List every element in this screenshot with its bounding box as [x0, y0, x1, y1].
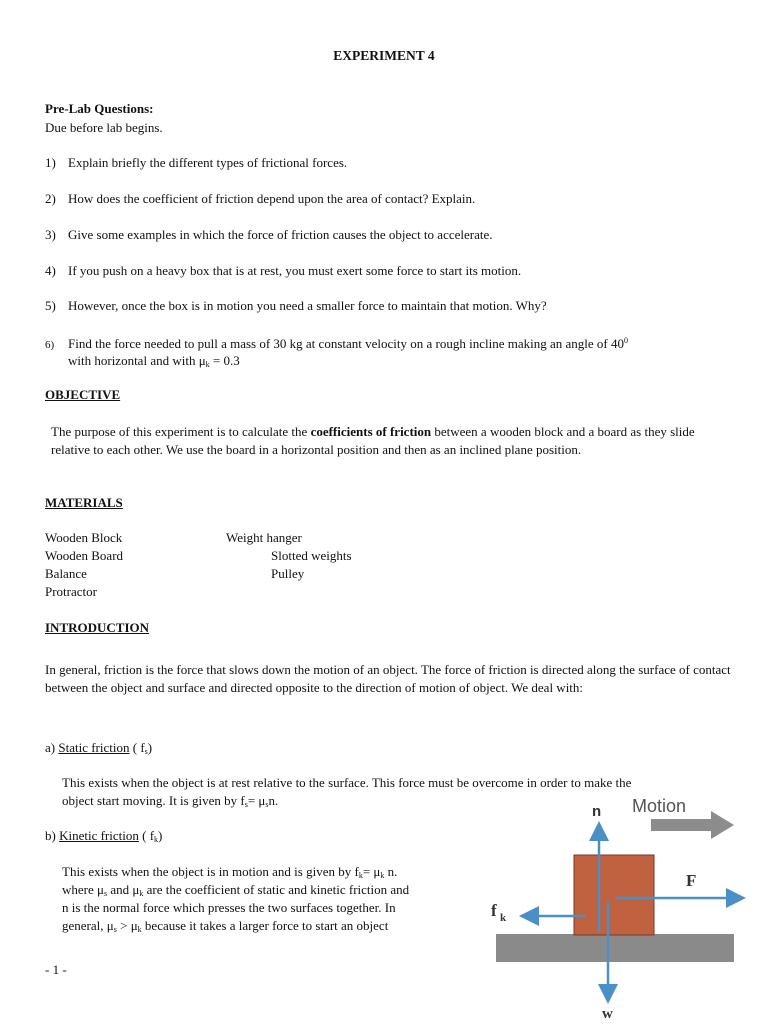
- symbol: ( f: [138, 828, 155, 843]
- material-item: Weight hanger: [226, 530, 302, 545]
- subscript: k: [139, 889, 144, 898]
- question-text: Explain briefly the different types of frictional forces.: [68, 155, 348, 170]
- subscript: s: [265, 800, 269, 809]
- desc-text: where μ: [62, 882, 104, 897]
- subscript: k: [137, 925, 142, 934]
- objective-text: The purpose of this experiment is to calculate the: [51, 424, 311, 439]
- question-item: [45, 298, 547, 314]
- desc-text: because it takes a larger force to start an object: [141, 918, 389, 933]
- symbol: ( f: [129, 740, 145, 755]
- question-item: [45, 191, 475, 207]
- subscript: s: [244, 800, 248, 809]
- desc-text: = μ: [362, 864, 381, 879]
- desc-text: > μ: [116, 918, 138, 933]
- subscript: s: [144, 747, 148, 756]
- kinetic-friction-desc: [62, 918, 388, 934]
- question-number: 6): [45, 339, 55, 351]
- question-superscript: 0: [623, 336, 628, 345]
- question-number: 4): [45, 263, 56, 278]
- applied-force-label: F: [686, 871, 697, 890]
- question-number: 2): [45, 191, 56, 206]
- question-item: [45, 155, 347, 171]
- subscript: s: [113, 925, 117, 934]
- question-text: However, once the box is in motion you need a smaller force to maintain that motion. Why?: [68, 298, 547, 313]
- question-number: 1): [45, 155, 56, 170]
- desc-text: = μ: [247, 793, 266, 808]
- static-friction-heading: [45, 740, 152, 756]
- material-item: Wooden Block: [45, 530, 123, 545]
- prelab-heading: Pre-Lab Questions:: [45, 101, 154, 116]
- material-item: Protractor: [45, 584, 97, 599]
- material-item: Balance: [45, 566, 87, 581]
- subscript: k: [380, 871, 385, 880]
- subscript: k: [154, 835, 159, 844]
- introduction-paragraph: In general, friction is the force that slows down the motion of an object. The force of friction is directed along the surface of contact between the object and surface and directed opposite to the direction of motion of object. We deal with:: [45, 662, 731, 695]
- question-item: [45, 336, 628, 352]
- motion-arrow-head: [711, 811, 734, 839]
- question-continuation: [68, 353, 240, 369]
- subscript: s: [103, 889, 108, 898]
- list-marker: b): [45, 828, 60, 843]
- kinetic-friction-desc: n is the normal force which presses the two surfaces together. In: [62, 900, 396, 915]
- static-friction-desc: [62, 793, 278, 809]
- question-item: [45, 263, 521, 279]
- question-text: If you push on a heavy box that is at rest, you must exert some force to start its motion.: [68, 263, 522, 278]
- question-text: How does the coefficient of friction depend upon the area of contact? Explain.: [68, 191, 476, 206]
- ground-surface: [496, 934, 734, 962]
- kinetic-friction-label: Kinetic friction: [59, 828, 139, 843]
- question-text: Give some examples in which the force of friction causes the object to accelerate.: [68, 227, 493, 242]
- question-number: 3): [45, 227, 56, 242]
- question-text: with horizontal and with μ: [68, 353, 206, 368]
- question-text: = 0.3: [209, 353, 240, 368]
- static-friction-desc: This exists when the object is at rest relative to the surface. This force must be overcome in order to make the: [62, 775, 632, 790]
- desc-text: n.: [384, 864, 398, 879]
- question-item: [45, 227, 493, 243]
- block: [574, 855, 654, 935]
- subscript: k: [358, 871, 363, 880]
- weight-label: w: [602, 1006, 613, 1022]
- kinetic-friction-desc: [62, 864, 397, 880]
- page-number: - 1 -: [45, 962, 67, 977]
- objective-text: between a wooden block and a board as they slide relative to each other. We use the board in a horizontal position and then as an inclined plane position.: [51, 424, 695, 457]
- section-heading-materials: MATERIALS: [45, 495, 123, 510]
- subscript: k: [205, 360, 210, 369]
- material-item: Slotted weights: [271, 548, 352, 563]
- page-title: EXPERIMENT 4: [333, 48, 435, 63]
- material-item: Pulley: [271, 566, 305, 581]
- friction-force-subscript: k: [500, 912, 507, 924]
- desc-text: object start moving. It is given by f: [62, 793, 245, 808]
- motion-arrow-shaft: [651, 819, 711, 831]
- objective-paragraph: [51, 423, 731, 458]
- desc-text: and μ: [107, 882, 140, 897]
- desc-text: n.: [268, 793, 279, 808]
- section-heading-objective: OBJECTIVE: [45, 387, 121, 402]
- section-heading-introduction: INTRODUCTION: [45, 620, 150, 635]
- list-marker: a): [45, 740, 59, 755]
- material-item: Wooden Board: [45, 548, 124, 563]
- objective-bold-text: coefficients of friction: [310, 424, 432, 439]
- question-text: Find the force needed to pull a mass of 30 kg at constant velocity on a rough incline making an angle of 40: [68, 336, 624, 351]
- static-friction-label: Static friction: [58, 740, 130, 755]
- symbol: ): [158, 828, 163, 843]
- kinetic-friction-desc: [62, 882, 409, 898]
- kinetic-friction-heading: [45, 828, 162, 844]
- symbol: ): [147, 740, 153, 755]
- motion-label: Motion: [632, 796, 687, 816]
- question-number: 5): [45, 298, 56, 313]
- friction-diagram: [486, 792, 746, 1024]
- prelab-note: Due before lab begins.: [45, 120, 163, 135]
- desc-text: are the coefficient of static and kinetic friction and: [143, 882, 410, 897]
- desc-text: general, μ: [62, 918, 114, 933]
- friction-force-label: f: [491, 901, 497, 920]
- desc-text: This exists when the object is in motion and is given by f: [62, 864, 359, 879]
- normal-force-label: n: [592, 803, 602, 820]
